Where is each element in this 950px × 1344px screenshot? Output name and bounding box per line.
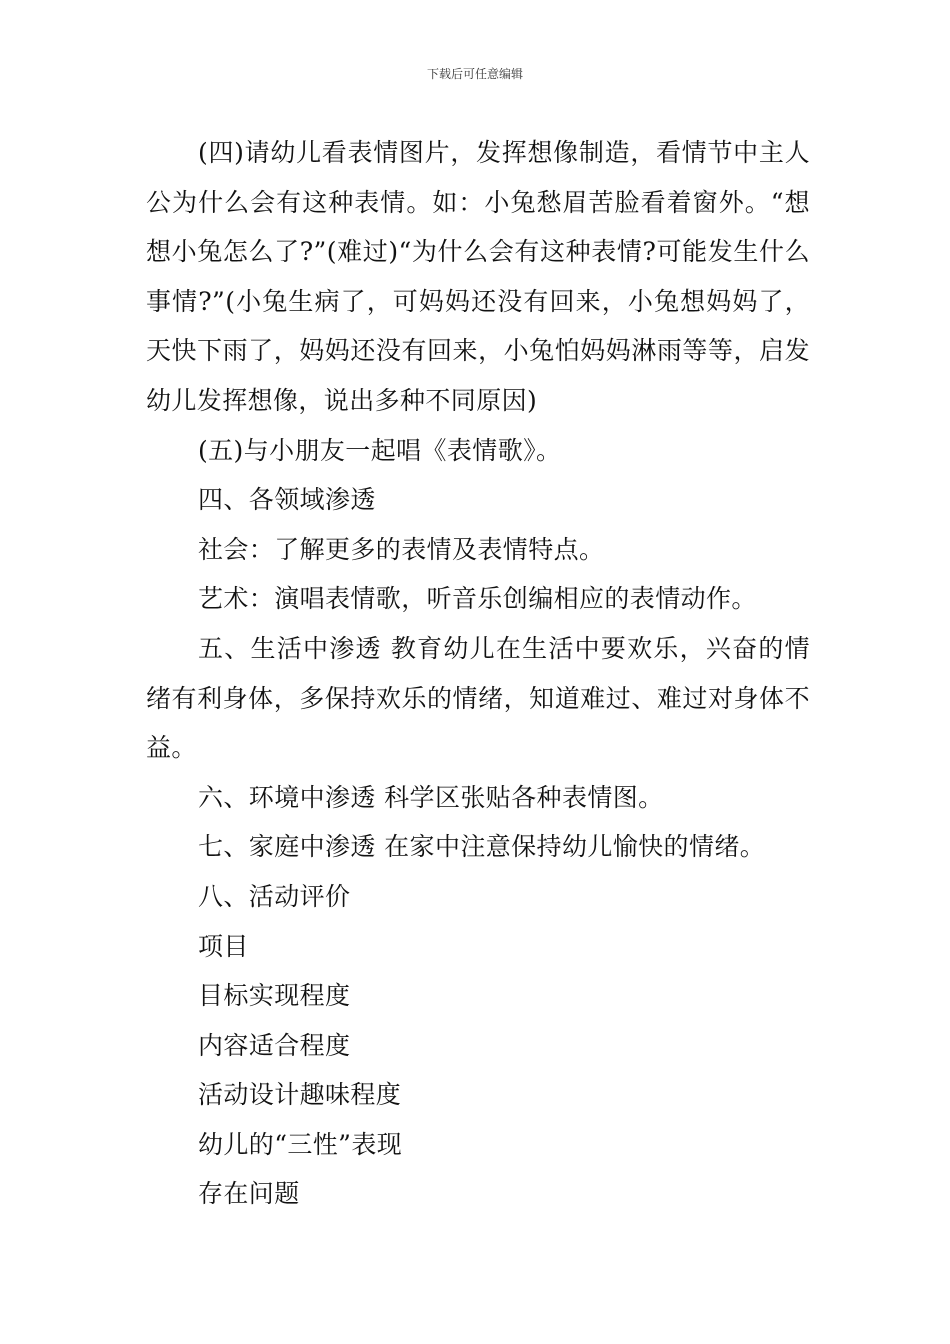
evaluation-item-content: 内容适合程度: [198, 1030, 351, 1060]
paragraph-daily-life: 五、生活中渗透 教育幼儿在生活中要欢乐，兴奋的情绪有利身体，多保持欢乐的情绪，知道难过、难过对身体不益。: [146, 633, 810, 763]
evaluation-item-design: 活动设计趣味程度: [198, 1080, 402, 1110]
page-header: 下载后可任意编辑: [426, 67, 523, 81]
evaluation-item-goal: 目标实现程度: [198, 981, 351, 1011]
paragraph-art: 艺术：演唱表情歌，听音乐创编相应的表情动作。: [198, 584, 757, 614]
evaluation-item-project: 项目: [198, 931, 249, 961]
paragraph-environment: 六、环境中渗透 科学区张贴各种表情图。: [198, 782, 664, 812]
evaluation-item-problems: 存在问题: [198, 1179, 300, 1209]
section-heading-evaluation: 八、活动评价: [198, 881, 351, 911]
paragraph-imagination-activity: (四)请幼儿看表情图片，发挥想像制造，看情节中主人公为什么会有这种表情。如：小兔愁眉苦脸看着窗外。“想想小兔怎么了?”(难过)“为什么会有这种表情?可能发生什么事情?”(小兔生病了，可妈妈还没有回来，小兔想妈妈了，天快下雨了，妈妈还没有回来，小兔怕妈妈淋雨等等，启发幼儿发挥想像，说出多种不同原因): [146, 138, 810, 415]
document-body: [146, 128, 810, 1219]
paragraph-family: 七、家庭中渗透 在家中注意保持幼儿愉快的情绪。: [198, 832, 766, 862]
evaluation-item-performance: 幼儿的“三性”表现: [198, 1129, 403, 1159]
paragraph-sing-song: (五)与小朋友一起唱《表情歌》。: [198, 435, 562, 465]
section-heading-domain-integration: 四、各领域渗透: [198, 485, 376, 515]
paragraph-social: 社会：了解更多的表情及表情特点。: [198, 534, 605, 564]
